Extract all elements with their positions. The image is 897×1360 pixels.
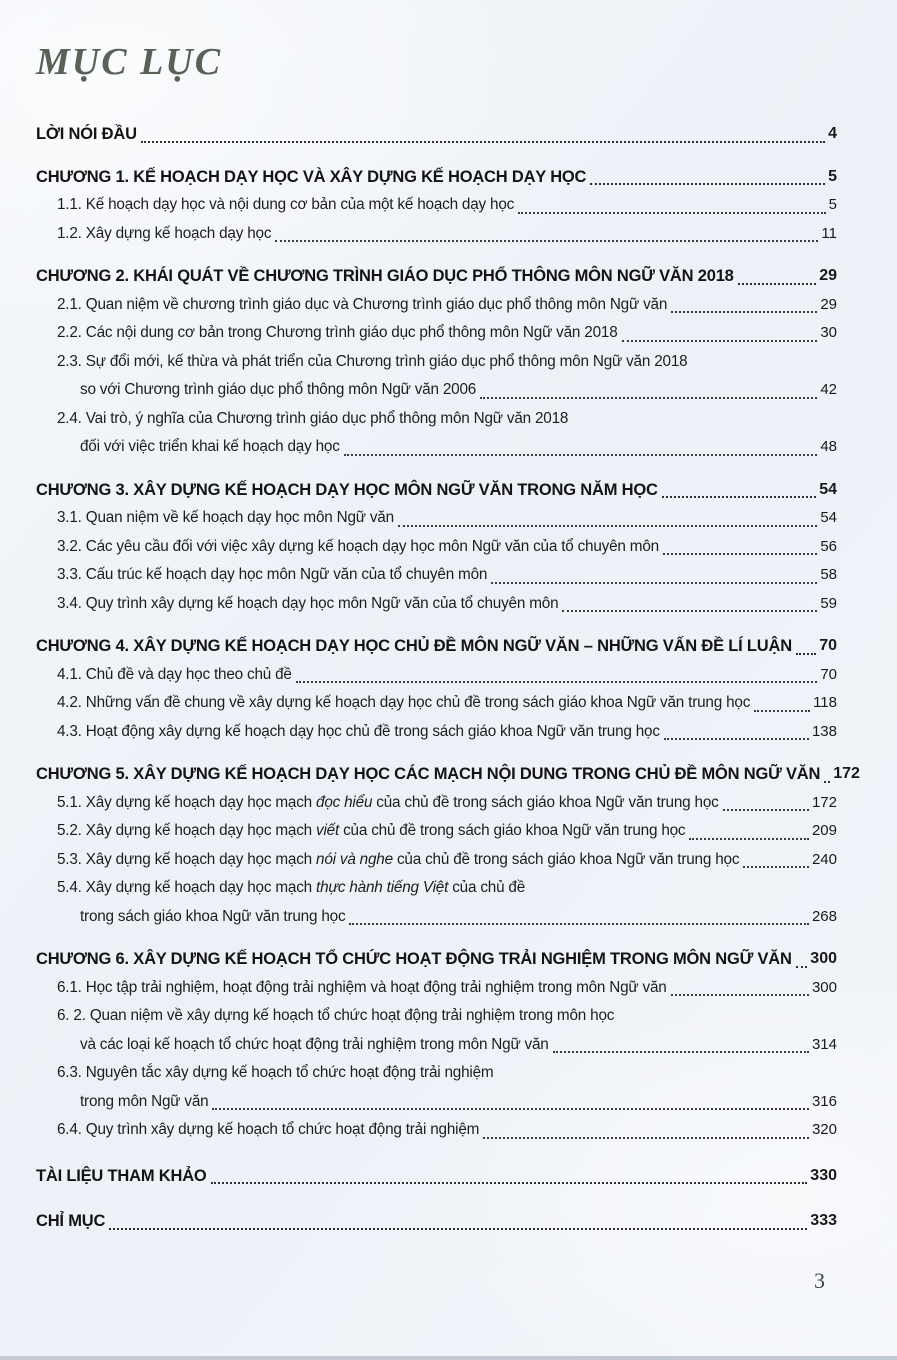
toc-entry-page: 320 xyxy=(811,1121,837,1138)
toc-entry-continuation: trong sách giáo khoa Ngữ văn trung học xyxy=(80,907,346,925)
toc-entry-label: 6.1. Học tập trải nghiệm, hoạt động trải nghiệm và hoạt động trải nghiệm trong môn Ngữ văn xyxy=(57,978,667,996)
toc-entry xyxy=(36,974,837,1003)
toc-entry-page: 172 xyxy=(811,793,837,811)
toc-entry-page: 29 xyxy=(819,267,837,284)
toc-entry-label: 1.2. Xây dựng kế hoạch dạy học xyxy=(57,224,272,242)
toc-entry-label: 3.4. Quy trình xây dựng kế hoạch dạy học môn Ngữ văn của tổ chuyên môn xyxy=(57,594,559,612)
toc-entry-label: 5.2. Xây dựng kế hoạch dạy học mạch viết của chủ đề trong sách giáo khoa Ngữ văn trung học xyxy=(57,822,686,839)
toc-entry xyxy=(36,220,837,249)
dot-leader xyxy=(663,553,817,555)
toc-entry-label: 5.4. Xây dựng kế hoạch dạy học mạch thực hành tiếng Việt của chủ đề xyxy=(57,879,526,896)
toc-entry-page: 70 xyxy=(819,637,837,654)
dot-leader xyxy=(349,923,809,925)
toc-entry-page: 42 xyxy=(820,381,837,398)
toc-entry xyxy=(36,405,837,462)
dot-leader xyxy=(824,781,830,783)
toc-entry xyxy=(36,476,837,505)
dot-leader xyxy=(796,653,816,655)
toc-entry xyxy=(36,1207,837,1236)
toc-entry xyxy=(36,191,837,220)
scan-bottom-edge xyxy=(0,1356,897,1360)
toc-entry xyxy=(36,718,837,747)
toc-entry-page: 58 xyxy=(820,566,837,583)
toc-entry-label: CHƯƠNG 4. XÂY DỰNG KẾ HOẠCH DẠY HỌC CHỦ ĐỀ MÔN NGỮ VĂN – NHỮNG VẤN ĐỀ LÍ LUẬN xyxy=(36,637,792,655)
toc-entry-label: CHƯƠNG 2. KHÁI QUÁT VỀ CHƯƠNG TRÌNH GIÁO DỤC PHỔ THÔNG MÔN NGỮ VĂN 2018 xyxy=(36,267,734,285)
dot-leader xyxy=(622,340,818,342)
toc-entry-label: 5.3. Xây dựng kế hoạch dạy học mạch nói và nghe của chủ đề trong sách giáo khoa Ngữ văn trung học xyxy=(57,850,740,868)
toc-entry xyxy=(36,291,837,320)
dot-leader xyxy=(738,283,817,285)
toc-entry-label: TÀI LIỆU THAM KHẢO xyxy=(36,1166,207,1185)
toc-entry-page: 29 xyxy=(820,295,837,313)
toc-entry-page: 172 xyxy=(833,765,860,782)
toc-entry xyxy=(36,874,837,931)
toc-entry-label: 2.3. Sự đổi mới, kế thừa và phát triển của Chương trình giáo dục phổ thông môn Ngữ văn 2018 xyxy=(57,352,688,370)
dot-leader xyxy=(553,1051,809,1053)
toc-entry-label: 4.1. Chủ đề và dạy học theo chủ đề xyxy=(57,665,292,683)
toc-entry-page: 300 xyxy=(810,950,837,967)
toc-entry-page: 300 xyxy=(811,978,837,996)
dot-leader xyxy=(344,454,818,456)
toc-entry xyxy=(36,945,837,974)
toc-list xyxy=(36,120,860,1236)
dot-leader xyxy=(743,866,809,868)
toc-entry-label: 4.3. Hoạt động xây dựng kế hoạch dạy học chủ đề trong sách giáo khoa Ngữ văn trung học xyxy=(57,722,660,740)
dot-leader xyxy=(664,738,809,740)
toc-entry-page: 209 xyxy=(811,822,837,839)
toc-entry-page: 70 xyxy=(820,665,837,683)
dot-leader xyxy=(518,212,826,214)
toc-entry-label: 6.4. Quy trình xây dựng kế hoạch tổ chức hoạt động trải nghiệm xyxy=(57,1121,480,1138)
toc-entry xyxy=(36,163,837,192)
toc-entry xyxy=(36,846,837,875)
toc-entry-label: 2.4. Vai trò, ý nghĩa của Chương trình giáo dục phổ thông môn Ngữ văn 2018 xyxy=(57,409,569,427)
toc-entry-label: 2.2. Các nội dung cơ bản trong Chương trình giáo dục phổ thông môn Ngữ văn 2018 xyxy=(57,324,618,341)
dot-leader xyxy=(212,1108,809,1110)
dot-leader xyxy=(562,610,817,612)
dot-leader xyxy=(723,809,809,811)
toc-entry xyxy=(36,348,837,405)
footer-page-number: 3 xyxy=(814,1268,825,1293)
dot-leader xyxy=(491,582,817,584)
dot-leader xyxy=(689,838,809,840)
toc-entry-label: 6. 2. Quan niệm về xây dựng kế hoạch tổ chức hoạt động trải nghiệm trong môn học xyxy=(57,1007,615,1024)
toc-entry-page: 54 xyxy=(819,480,837,498)
toc-entry xyxy=(36,504,837,533)
dot-leader xyxy=(141,141,825,143)
page-title: MỤC LỤC xyxy=(36,41,223,83)
dot-leader xyxy=(671,994,809,996)
toc-entry-page: 330 xyxy=(810,1166,837,1184)
toc-entry xyxy=(36,789,837,818)
toc-entry-page: 11 xyxy=(821,224,837,242)
dot-leader xyxy=(796,966,808,968)
toc-entry-label: 3.1. Quan niệm về kế hoạch dạy học môn Ngữ văn xyxy=(57,509,394,526)
toc-entry-page: 333 xyxy=(810,1212,837,1229)
toc-entry-page: 30 xyxy=(820,324,837,341)
dot-leader xyxy=(671,311,817,313)
dot-leader xyxy=(662,496,817,498)
toc-entry-continuation: đối với việc triển khai kế hoạch dạy học xyxy=(80,438,340,455)
dot-leader xyxy=(480,397,817,399)
toc-entry xyxy=(36,661,837,690)
toc-entry-page: 268 xyxy=(811,907,837,925)
toc-entry xyxy=(36,1059,837,1116)
toc-entry-label: CHƯƠNG 1. KẾ HOẠCH DẠY HỌC VÀ XÂY DỰNG KẾ HOẠCH DẠY HỌC xyxy=(36,167,587,186)
toc-entry-label: 3.3. Cấu trúc kế hoạch dạy học môn Ngữ văn của tổ chuyên môn xyxy=(57,566,488,583)
toc-entry xyxy=(36,533,837,562)
toc-entry xyxy=(36,561,837,590)
toc-entry-page: 56 xyxy=(820,537,837,555)
toc-entry-label: CHƯƠNG 6. XÂY DỰNG KẾ HOẠCH TỔ CHỨC HOẠT ĐỘNG TRẢI NGHIỆM TRONG MÔN NGỮ VĂN xyxy=(36,950,792,968)
toc-entry-continuation: trong môn Ngữ văn xyxy=(80,1092,209,1110)
toc-entry-continuation: và các loại kế hoạch tổ chức hoạt động trải nghiệm trong môn Ngữ văn xyxy=(80,1035,549,1053)
toc-entry-page: 5 xyxy=(828,167,837,185)
toc-entry-label: 1.1. Kế hoạch dạy học và nội dung cơ bản của một kế hoạch dạy học xyxy=(57,196,515,213)
toc-entry-page: 59 xyxy=(820,594,837,612)
dot-leader xyxy=(211,1182,808,1184)
dot-leader xyxy=(275,240,818,242)
dot-leader xyxy=(109,1228,807,1230)
page-content xyxy=(36,40,860,1236)
toc-entry xyxy=(36,1162,837,1191)
toc-entry-label: 5.1. Xây dựng kế hoạch dạy học mạch đọc hiểu của chủ đề trong sách giáo khoa Ngữ văn trung học xyxy=(57,793,719,811)
toc-entry xyxy=(36,817,837,846)
toc-entry-page: 48 xyxy=(820,438,837,455)
toc-entry-page: 314 xyxy=(811,1035,837,1053)
toc-entry-page: 240 xyxy=(811,850,837,868)
toc-entry-label: LỜI NÓI ĐẦU xyxy=(36,125,137,143)
toc-entry xyxy=(36,1002,837,1059)
toc-entry xyxy=(36,319,837,348)
dot-leader xyxy=(754,710,810,712)
dot-leader xyxy=(398,525,817,527)
toc-entry-page: 316 xyxy=(811,1092,837,1110)
dot-leader xyxy=(483,1137,809,1139)
toc-entry-label: CHƯƠNG 5. XÂY DỰNG KẾ HOẠCH DẠY HỌC CÁC MẠCH NỘI DUNG TRONG CHỦ ĐỀ MÔN NGỮ VĂN xyxy=(36,765,821,783)
toc-entry-continuation: so với Chương trình giáo dục phổ thông môn Ngữ văn 2006 xyxy=(80,381,477,398)
toc-entry-page: 138 xyxy=(811,722,837,740)
toc-entry-page: 54 xyxy=(820,509,837,526)
toc-entry xyxy=(36,590,837,619)
toc-entry xyxy=(36,760,860,789)
dot-leader xyxy=(590,183,825,185)
toc-entry-label: 6.3. Nguyên tắc xây dựng kế hoạch tổ chức hoạt động trải nghiệm xyxy=(57,1064,494,1081)
toc-entry xyxy=(36,120,837,149)
toc-entry-label: CHƯƠNG 3. XÂY DỰNG KẾ HOẠCH DẠY HỌC MÔN NGỮ VĂN TRONG NĂM HỌC xyxy=(36,480,658,499)
toc-entry-label: 4.2. Những vấn đề chung về xây dựng kế hoạch dạy học chủ đề trong sách giáo khoa Ngữ văn trung học xyxy=(57,694,751,711)
toc-entry-label: CHỈ MỤC xyxy=(36,1212,106,1230)
toc-entry-page: 5 xyxy=(828,196,837,213)
toc-entry-page: 118 xyxy=(813,694,837,711)
toc-entry xyxy=(36,632,837,661)
toc-entry-page: 4 xyxy=(828,125,837,142)
toc-entry xyxy=(36,262,837,291)
toc-entry-label: 3.2. Các yêu cầu đối với việc xây dựng kế hoạch dạy học môn Ngữ văn của tổ chuyên môn xyxy=(57,537,659,555)
toc-entry xyxy=(36,1116,837,1145)
toc-entry xyxy=(36,689,837,718)
toc-entry-label: 2.1. Quan niệm về chương trình giáo dục và Chương trình giáo dục phổ thông môn Ngữ văn xyxy=(57,295,668,313)
dot-leader xyxy=(296,681,818,683)
